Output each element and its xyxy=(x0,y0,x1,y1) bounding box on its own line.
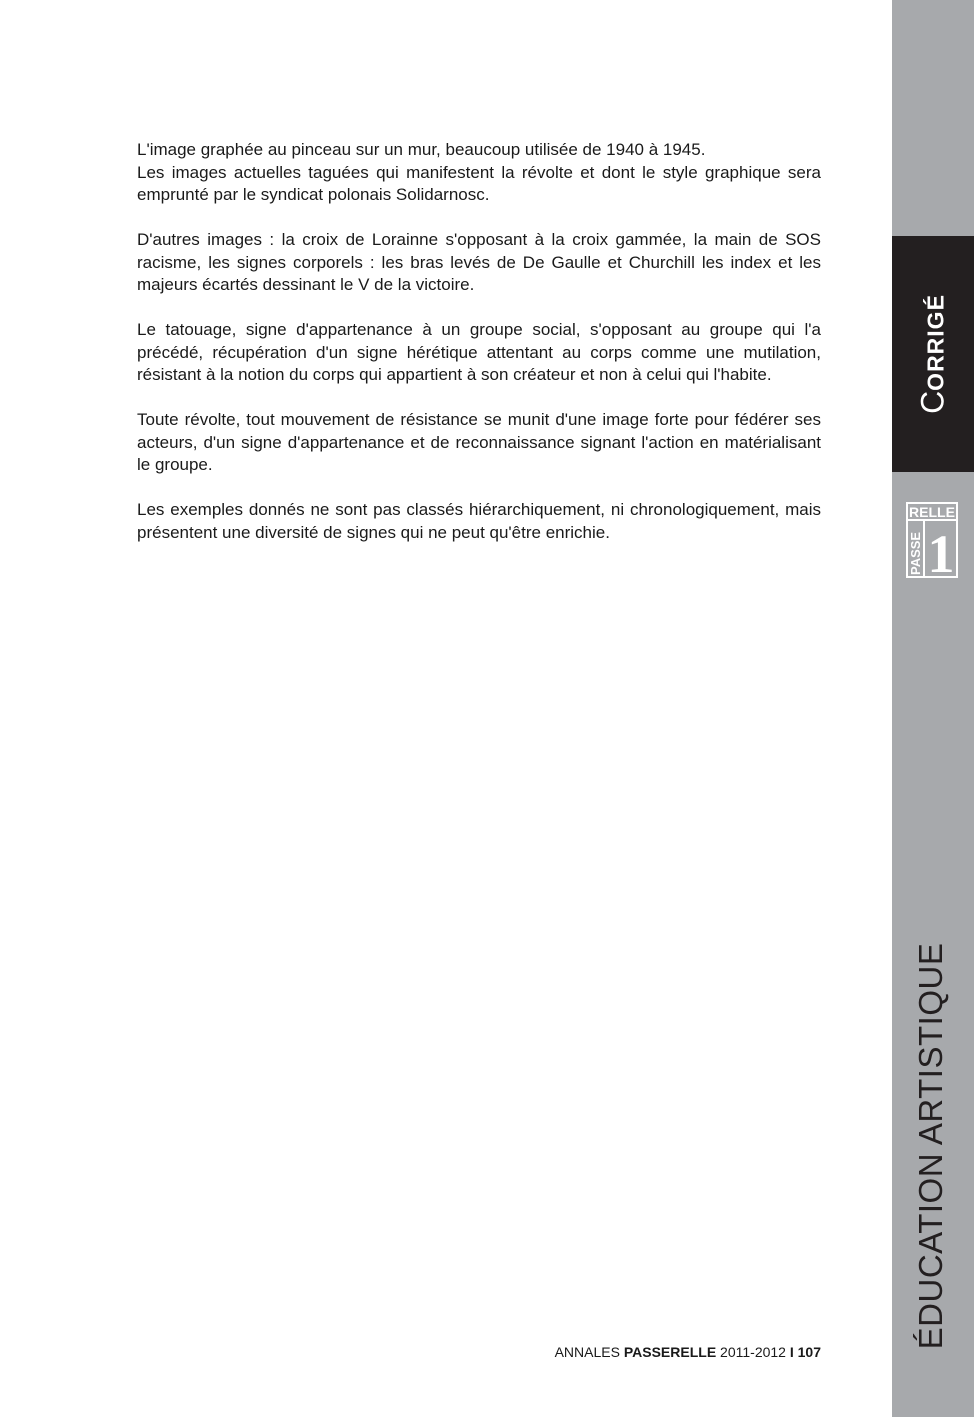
footer-page-number: 107 xyxy=(793,1344,821,1360)
footer-years: 2011-2012 xyxy=(716,1344,790,1360)
corrige-cap: C xyxy=(914,390,951,414)
paragraph-line: Les images actuelles taguées qui manifestent la révolte et dont le style graphique sera emprunté par le syndicat polonais Solidarnosc. xyxy=(137,162,821,204)
corrige-rest: ORRIGÉ xyxy=(922,294,949,391)
paragraph-line: D'autres images : la croix de Lorainne s'opposant à la croix gammée, la main de SOS racisme, les signes corporels : les bras levés de De Gaulle et Churchill les index et les majeurs écartés dessinant le V de la victoire. xyxy=(137,230,821,294)
page-footer xyxy=(555,1344,821,1360)
paragraph-1 xyxy=(137,139,821,207)
document-body xyxy=(137,139,821,544)
paragraph-2 xyxy=(137,229,821,297)
footer-prefix: ANNALES xyxy=(554,1344,624,1360)
logo-side-text: PASSE xyxy=(908,531,923,575)
footer-separator: I xyxy=(789,1344,794,1360)
paragraph-line: Les exemples donnés ne sont pas classés hiérarchiquement, ni chronologiquement, mais présentent une diversité de signes qui ne peut qu'être enrichie. xyxy=(137,500,821,542)
paragraph-3 xyxy=(137,319,821,387)
paragraph-4 xyxy=(137,409,821,477)
paragraph-line: Toute révolte, tout mouvement de résistance se munit d'une image forte pour fédérer ses acteurs, d'un signe d'appartenance et de reconnaissance signant l'action en matérialisant le groupe. xyxy=(137,410,821,474)
logo-top-text: RELLE xyxy=(909,504,955,520)
corrige-label xyxy=(915,294,952,414)
passerelle-logo-icon xyxy=(906,502,958,578)
paragraph-line: L'image graphée au pinceau sur un mur, beaucoup utilisée de 1940 à 1945. xyxy=(137,140,706,159)
logo-number: 1 xyxy=(927,524,955,578)
section-title: ÉDUCATION ARTISTIQUE xyxy=(912,942,949,1350)
paragraph-line: Le tatouage, signe d'appartenance à un groupe social, s'opposant au groupe qui l'a précédé, récupération d'un signe hérétique attentant au corps comme une mutilation, résistant à la notion du corps qui appartient à son créateur et non à celui qui l'habite. xyxy=(137,320,821,384)
footer-brand: PASSERELLE xyxy=(623,1344,717,1360)
paragraph-5 xyxy=(137,499,821,544)
